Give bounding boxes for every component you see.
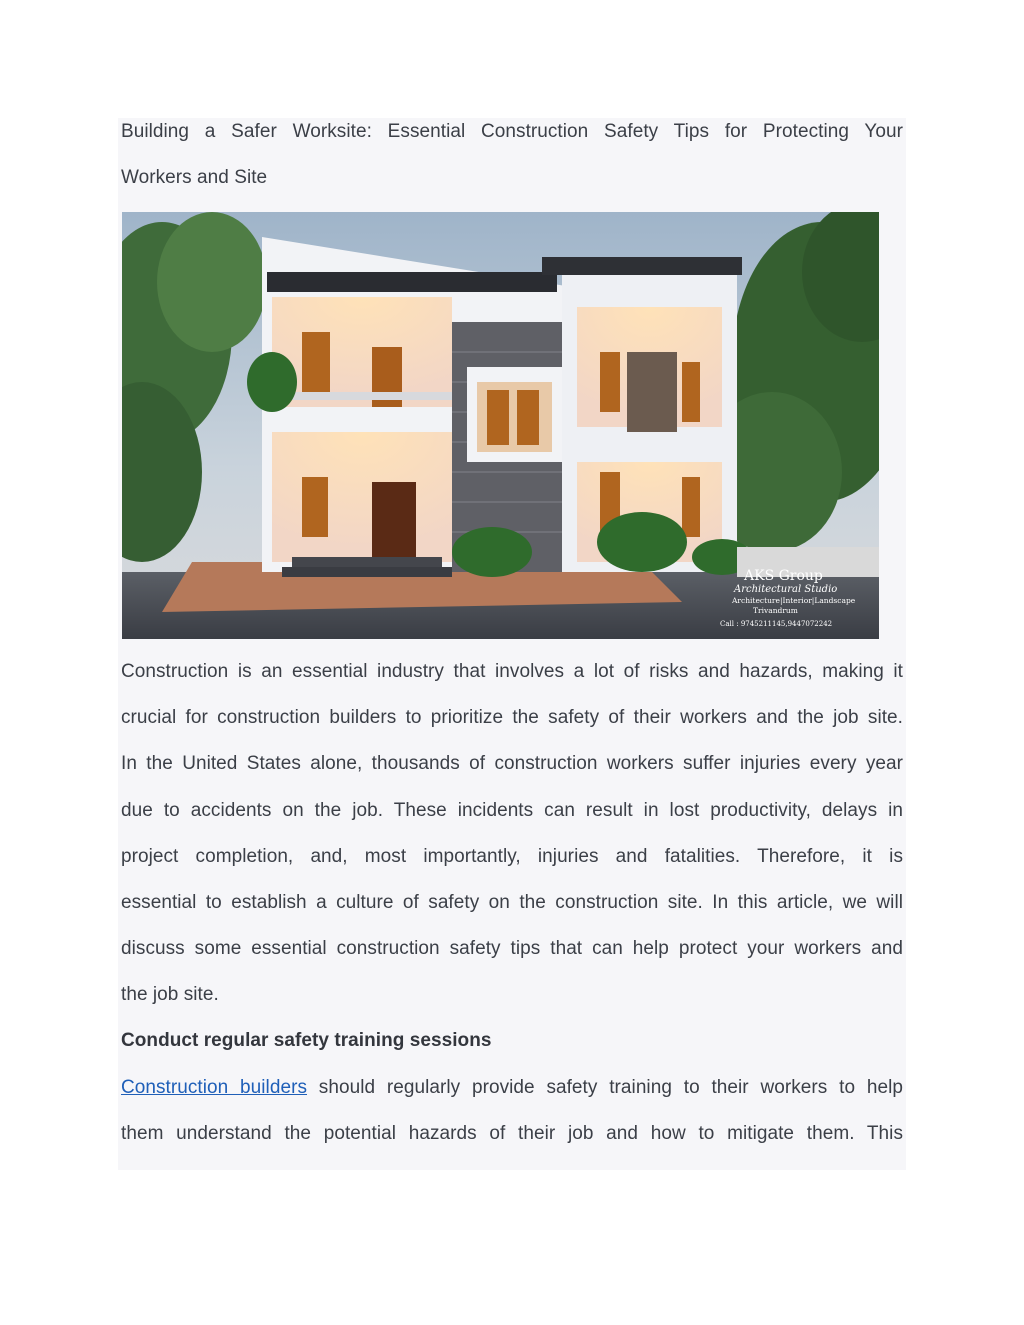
section-line-1-text: should regularly provide safety training to their workers to help [307, 1077, 903, 1098]
section-line-1 [121, 1065, 903, 1111]
intro-line: essential to establish a culture of safety on the construction site. In this article, we will [121, 892, 903, 914]
intro-line: In the United States alone, thousands of construction workers suffer injuries every year [121, 753, 903, 775]
section-heading: Conduct regular safety training sessions [121, 1030, 492, 1051]
intro-paragraph [121, 649, 903, 1019]
intro-line: due to accidents on the job. These incidents can result in lost productivity, delays in [121, 799, 903, 821]
intro-line: Construction is an essential industry that involves a lot of risks and hazards, making it [121, 661, 903, 682]
intro-line: discuss some essential construction safety tips that can help protect your workers and [121, 938, 903, 960]
intro-line: the job site. [121, 984, 219, 1006]
title-line-2: Workers and Site [121, 167, 268, 189]
watermark-line-4: Trivandrum [753, 606, 798, 615]
document-page [118, 118, 906, 1170]
watermark-line-5: Call : 9745211145,9447072242 [720, 620, 833, 628]
watermark-line-3: Architecture|Interior|Landscape [732, 596, 856, 605]
section-paragraph [121, 1065, 903, 1157]
intro-line: crucial for construction builders to prioritize the safety of their workers and the job site. [121, 707, 903, 729]
title-line-1: Building a Safer Worksite: Essential Construction Safety Tips for Protecting Your [121, 121, 903, 142]
section-line-2: them understand the potential hazards of their job and how to mitigate them. This [121, 1123, 903, 1145]
document-title [121, 109, 903, 201]
watermark-line-1: AKS Group [744, 568, 823, 584]
watermark-line-2: Architectural Studio [734, 584, 838, 595]
construction-builders-link[interactable]: Construction builders [121, 1077, 307, 1098]
intro-line: project completion, and, most importantly, injuries and fatalities. Therefore, it is [121, 845, 903, 867]
house-rendering-image [122, 212, 879, 639]
